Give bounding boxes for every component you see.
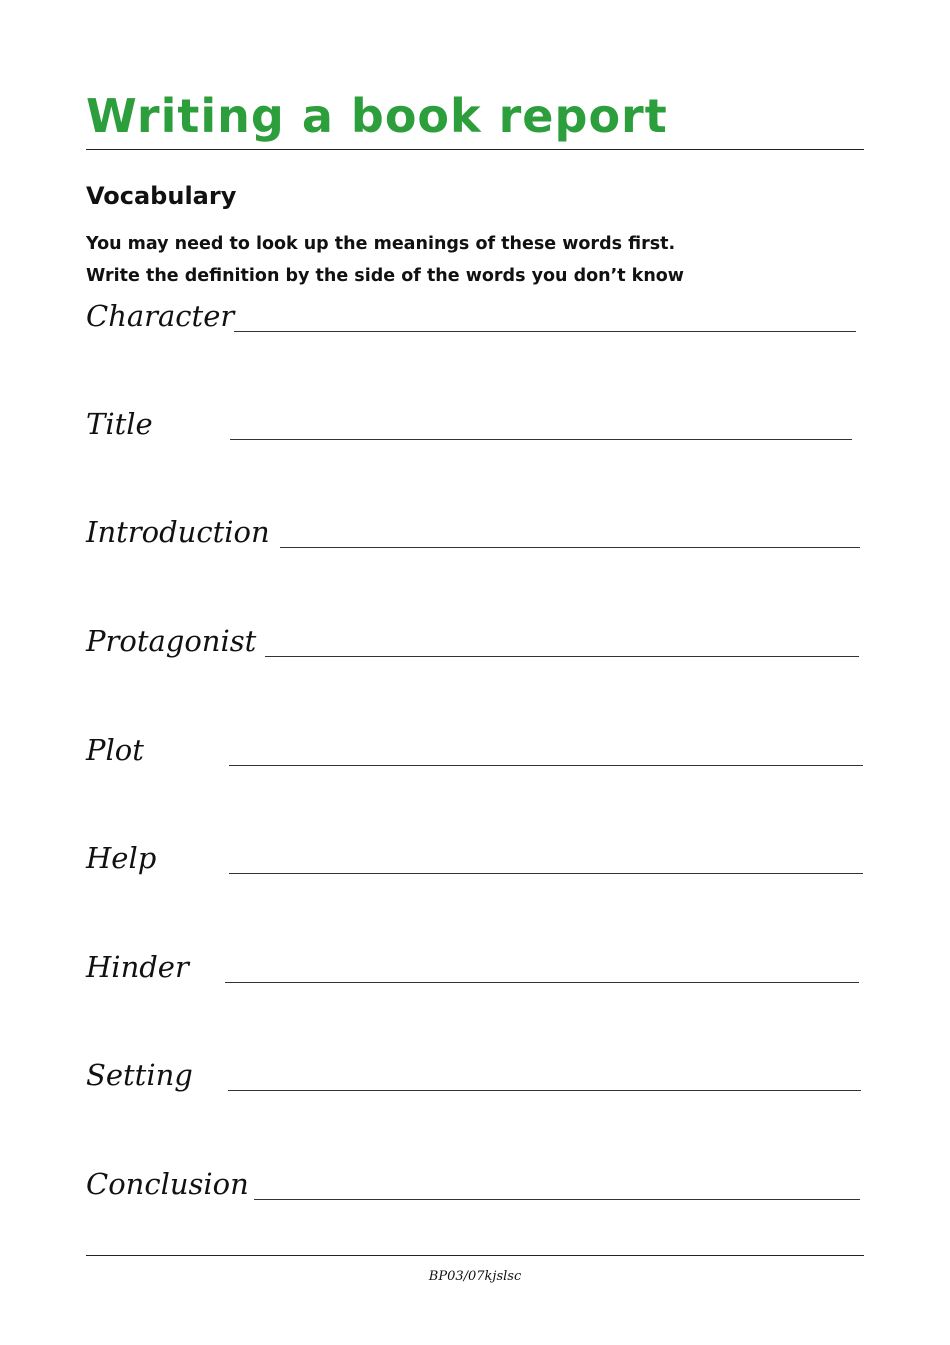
instruction-line-2: Write the definition by the side of the words you don’t know bbox=[86, 266, 684, 286]
definition-line-protagonist[interactable] bbox=[265, 656, 859, 657]
footer-divider bbox=[86, 1255, 864, 1256]
instructions bbox=[86, 228, 684, 292]
definition-line-setting[interactable] bbox=[228, 1090, 861, 1091]
page-title: Writing a book report bbox=[86, 89, 668, 143]
footer-code: BP03/07kjslsc bbox=[428, 1269, 522, 1284]
vocab-word-conclusion: Conclusion bbox=[86, 1167, 249, 1201]
vocab-row-setting bbox=[86, 1051, 861, 1095]
definition-line-introduction[interactable] bbox=[280, 547, 860, 548]
definition-line-character[interactable] bbox=[234, 331, 856, 332]
definition-line-hinder[interactable] bbox=[225, 982, 859, 983]
vocab-row-protagonist bbox=[86, 617, 859, 661]
vocab-word-hinder: Hinder bbox=[86, 950, 189, 984]
vocab-row-introduction bbox=[86, 508, 860, 552]
vocab-word-character: Character bbox=[86, 299, 235, 333]
title-divider bbox=[86, 149, 864, 150]
vocab-row-title bbox=[86, 400, 852, 444]
vocab-word-introduction: Introduction bbox=[86, 515, 270, 549]
vocab-word-setting: Setting bbox=[86, 1058, 193, 1092]
vocab-word-protagonist: Protagonist bbox=[86, 624, 257, 658]
definition-line-conclusion[interactable] bbox=[254, 1199, 860, 1200]
vocab-word-plot: Plot bbox=[86, 733, 144, 767]
vocab-word-help: Help bbox=[86, 841, 157, 875]
vocab-row-character bbox=[86, 292, 856, 336]
vocab-row-plot bbox=[86, 726, 863, 770]
vocab-row-help bbox=[86, 834, 863, 878]
vocab-row-conclusion bbox=[86, 1160, 860, 1204]
definition-line-help[interactable] bbox=[229, 873, 863, 874]
vocab-row-hinder bbox=[86, 943, 859, 987]
definition-line-title[interactable] bbox=[230, 439, 852, 440]
vocab-word-title: Title bbox=[86, 407, 153, 441]
instruction-line-1: You may need to look up the meanings of these words first. bbox=[86, 234, 676, 254]
definition-line-plot[interactable] bbox=[229, 765, 863, 766]
vocabulary-heading: Vocabulary bbox=[86, 182, 237, 210]
